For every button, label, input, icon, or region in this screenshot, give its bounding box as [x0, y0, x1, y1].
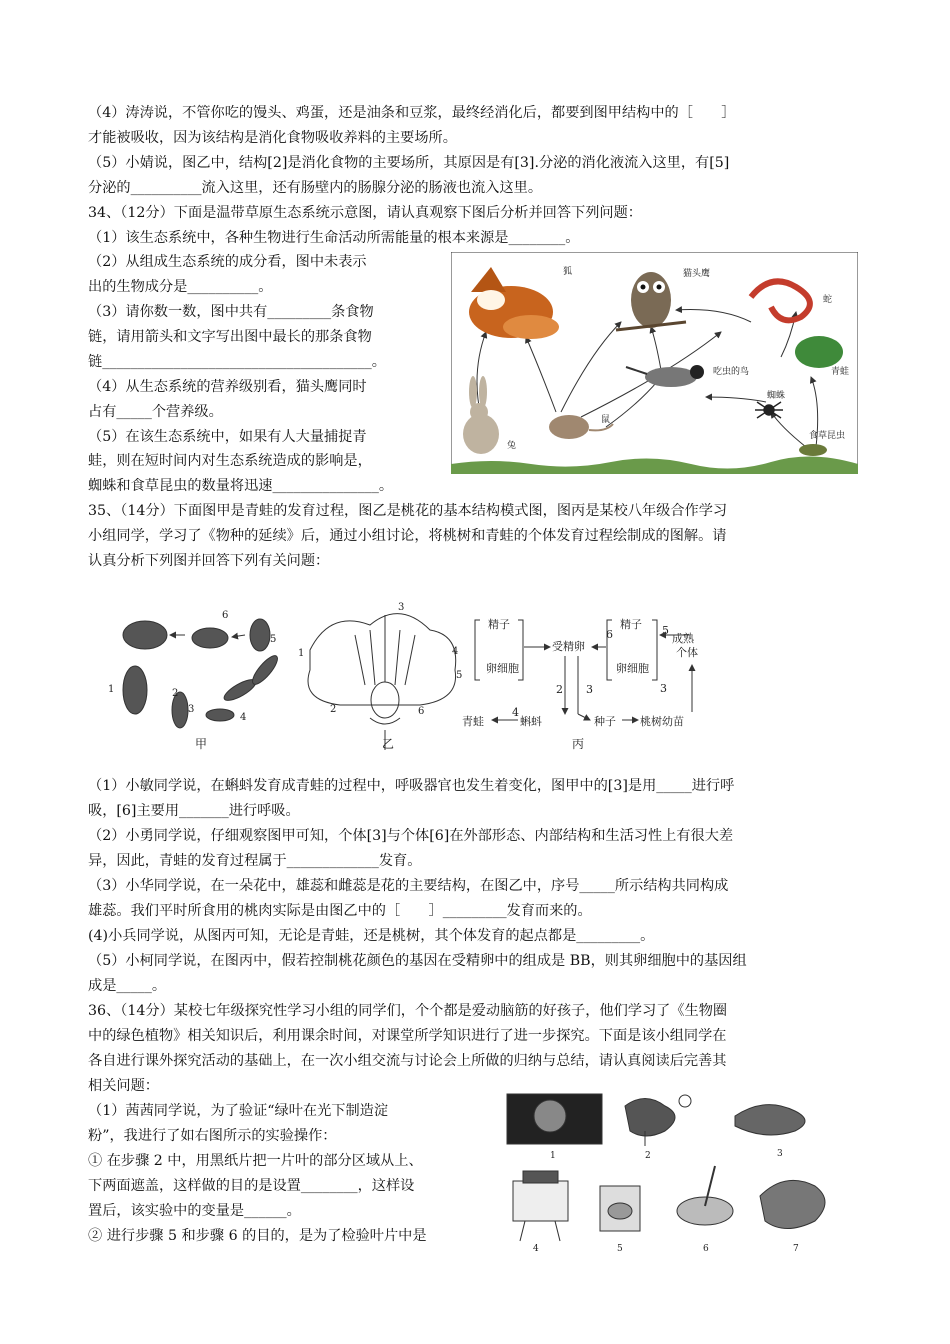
svg-text:5: 5: [662, 624, 669, 637]
label-owl: 猫头鹰: [683, 269, 711, 279]
bing-egg-right: 卵细胞: [616, 662, 649, 675]
svg-text:1: 1: [550, 1151, 556, 1161]
label-rabbit: 兔: [507, 441, 517, 451]
bing-seedling: 桃树幼苗: [640, 715, 684, 728]
q33-line-4a: （4）涛涛说，不管你吃的馒头、鸡蛋，还是油条和豆浆，最终经消化后，都要到图甲结构中的［ ］: [88, 105, 736, 121]
q36-line-1b: 粉”，我进行了如右图所示的实验操作：: [88, 1128, 337, 1144]
q34-line-2a: （2）从组成生态系统的成分看，图中未表示: [88, 254, 367, 270]
q35-line-3b: 雄蕊。我们平时所食用的桃肉实际是由图乙中的［ ］_________发育而来的。: [88, 903, 592, 919]
svg-text:6: 6: [703, 1244, 709, 1254]
svg-text:2: 2: [330, 704, 337, 715]
svg-text:3: 3: [660, 682, 667, 695]
bing-seed: 种子: [594, 715, 616, 728]
q34-line-5b: 蛙，则在短时间内对生态系统造成的影响是，: [88, 453, 372, 469]
q35-line-5a: （5）小柯同学说，在图丙中，假若控制桃花颜色的基因在受精卵中的组成是 BB，则其卵细胞中的基因组: [88, 953, 747, 969]
q35-line-2b: 异，因此，青蛙的发育过程属于_____________发育。: [88, 853, 422, 869]
q34-line-4a: （4）从生态系统的营养级别看，猫头鹰同时: [88, 379, 367, 395]
label-insect: 食草昆虫: [809, 431, 846, 441]
svg-text:3: 3: [586, 683, 593, 696]
label-fig-yi: 乙: [382, 737, 395, 751]
q33-line-5b: 分泌的__________流入这里，还有肠壁内的肠腺分泌的肠液也流入这里。: [88, 180, 543, 196]
q34-line-4b: 占有_____个营养级。: [88, 404, 223, 420]
q34-line-2b: 出的生物成分是__________。: [88, 279, 273, 295]
label-spider: 蜘蛛: [767, 391, 786, 401]
svg-text:2: 2: [556, 683, 563, 696]
q36-line-1e: 置后，该实验中的变量是______。: [88, 1203, 301, 1219]
q35-line-1a: （1）小敏同学说，在蝌蚪发育成青蛙的过程中，呼吸器官也发生着变化，图甲中的[3]是用_____进行呼: [88, 778, 735, 794]
bing-individual: 个体: [676, 646, 698, 659]
q34-line-3a: （3）请你数一数，图中共有_________条食物: [88, 304, 374, 320]
q36-line-1f: ② 进行步骤 5 和步骤 6 的目的，是为了检验叶片中是: [88, 1228, 427, 1244]
q34-line-5a: （5）在该生态系统中，如果有人大量捕捉青: [88, 429, 367, 445]
frog-life-cycle-figure: [123, 619, 281, 728]
label-snake: 蛇: [823, 295, 833, 305]
q33-line-5a: （5）小婧说，图乙中，结构[2]是消化食物的主要场所，其原因是有[3].分泌的消化液流入这里，有[5]: [88, 155, 730, 171]
q36-line-1d: 下两面遮盖，这样做的目的是设置________，这样设: [88, 1178, 415, 1194]
svg-text:6: 6: [222, 610, 229, 621]
svg-text:2: 2: [172, 688, 179, 699]
q36-heading-3: 各自进行课外探究活动的基础上，在一次小组交流与讨论会上所做的归纳与总结，请认真阅读后完善其: [88, 1053, 727, 1069]
bing-mature: 成熟: [672, 632, 694, 645]
q34-line-3b: 链，请用箭头和文字写出图中最长的那条食物: [88, 329, 372, 345]
development-diagram: [462, 617, 698, 751]
svg-text:4: 4: [533, 1244, 539, 1254]
q35-line-4: (4)小兵同学说，从图丙可知，无论是青蛙，还是桃树，其个体发育的起点都是_________。: [88, 928, 655, 944]
bing-sperm-left: 精子: [488, 618, 510, 631]
bing-sperm-right: 精子: [620, 618, 642, 631]
q34-line-3c: 链______________________________________。: [88, 354, 386, 370]
q35-line-5b: 成是_____。: [88, 978, 167, 994]
experiment-steps-figure: [495, 1086, 850, 1256]
q36-line-1c: ① 在步骤 2 中，用黑纸片把一片叶的部分区域从上、: [88, 1153, 423, 1169]
svg-text:4: 4: [240, 712, 247, 723]
label-bird: 吃虫的鸟: [713, 367, 750, 377]
svg-text:5: 5: [456, 670, 463, 681]
development-figures: [100, 590, 750, 755]
q35-line-3a: （3）小华同学说，在一朵花中，雄蕊和雌蕊是花的主要结构，在图乙中，序号_____所示结构共同构成: [88, 878, 729, 894]
svg-text:6: 6: [606, 628, 613, 641]
frog-illustration: [795, 336, 843, 368]
q35-line-1b: 吸，[6]主要用_______进行呼吸。: [88, 803, 300, 819]
food-web-figure: [451, 252, 858, 474]
svg-text:2: 2: [645, 1151, 651, 1161]
svg-text:3: 3: [398, 602, 405, 613]
q35-heading-1: 35、（14分）下面图甲是青蛙的发育过程，图乙是桃花的基本结构模式图，图丙是某校八年级合作学习: [88, 503, 728, 519]
q34-line-5c: 蜘蛛和食草昆虫的数量将迅速_______________。: [88, 478, 394, 494]
svg-text:5: 5: [617, 1244, 623, 1254]
q33-line-4b: 才能被吸收，因为该结构是消化食物吸收养料的主要场所。: [88, 130, 457, 146]
bing-tadpole: 蝌蚪: [520, 715, 542, 728]
svg-text:4: 4: [512, 706, 519, 719]
label-mouse: 鼠: [601, 415, 611, 425]
svg-text:7: 7: [793, 1244, 799, 1254]
svg-text:4: 4: [452, 646, 459, 657]
label-frog: 青蛙: [831, 367, 850, 377]
bing-frog: 青蛙: [462, 715, 484, 728]
insect-illustration: [799, 444, 827, 456]
q35-heading-2: 小组同学，学习了《物种的延续》后，通过小组讨论，将桃树和青蛙的个体发育过程绘制成的图解。请: [88, 528, 727, 544]
svg-text:1: 1: [298, 648, 305, 659]
label-fox: 狐: [563, 267, 573, 277]
peach-flower-figure: [308, 614, 459, 750]
q36-line-1a: （1）茜茜同学说，为了验证“绿叶在光下制造淀: [88, 1103, 389, 1119]
svg-text:1: 1: [108, 684, 115, 695]
svg-text:6: 6: [418, 706, 425, 717]
svg-text:5: 5: [270, 634, 277, 645]
label-fig-bing: 丙: [572, 737, 585, 751]
label-fig-jia: 甲: [195, 737, 208, 751]
bing-zygote: 受精卵: [552, 640, 585, 653]
q36-heading-1: 36、（14分）某校七年级探究性学习小组的同学们，个个都是爱动脑筋的好孩子，他们学习了《生物圈: [88, 1003, 728, 1019]
q36-heading-4: 相关问题：: [88, 1078, 159, 1094]
q35-heading-3: 认真分析下列图并回答下列有关问题：: [88, 553, 330, 569]
q36-heading-2: 中的绿色植物》相关知识后，利用课余时间，对课堂所学知识进行了进一步探究。下面是该小组同学在: [88, 1028, 727, 1044]
svg-text:3: 3: [188, 704, 195, 715]
q35-line-2a: （2）小勇同学说，仔细观察图甲可知，个体[3]与个体[6]在外部形态、内部结构和生活习性上有很大差: [88, 828, 734, 844]
q34-line-1: （1）该生态系统中，各种生物进行生命活动所需能量的根本来源是________。: [88, 230, 580, 246]
bing-egg-left: 卵细胞: [486, 662, 519, 675]
svg-text:3: 3: [777, 1149, 783, 1159]
q34-heading: 34、（12分）下面是温带草原生态系统示意图，请认真观察下图后分析并回答下列问题：: [88, 205, 642, 221]
